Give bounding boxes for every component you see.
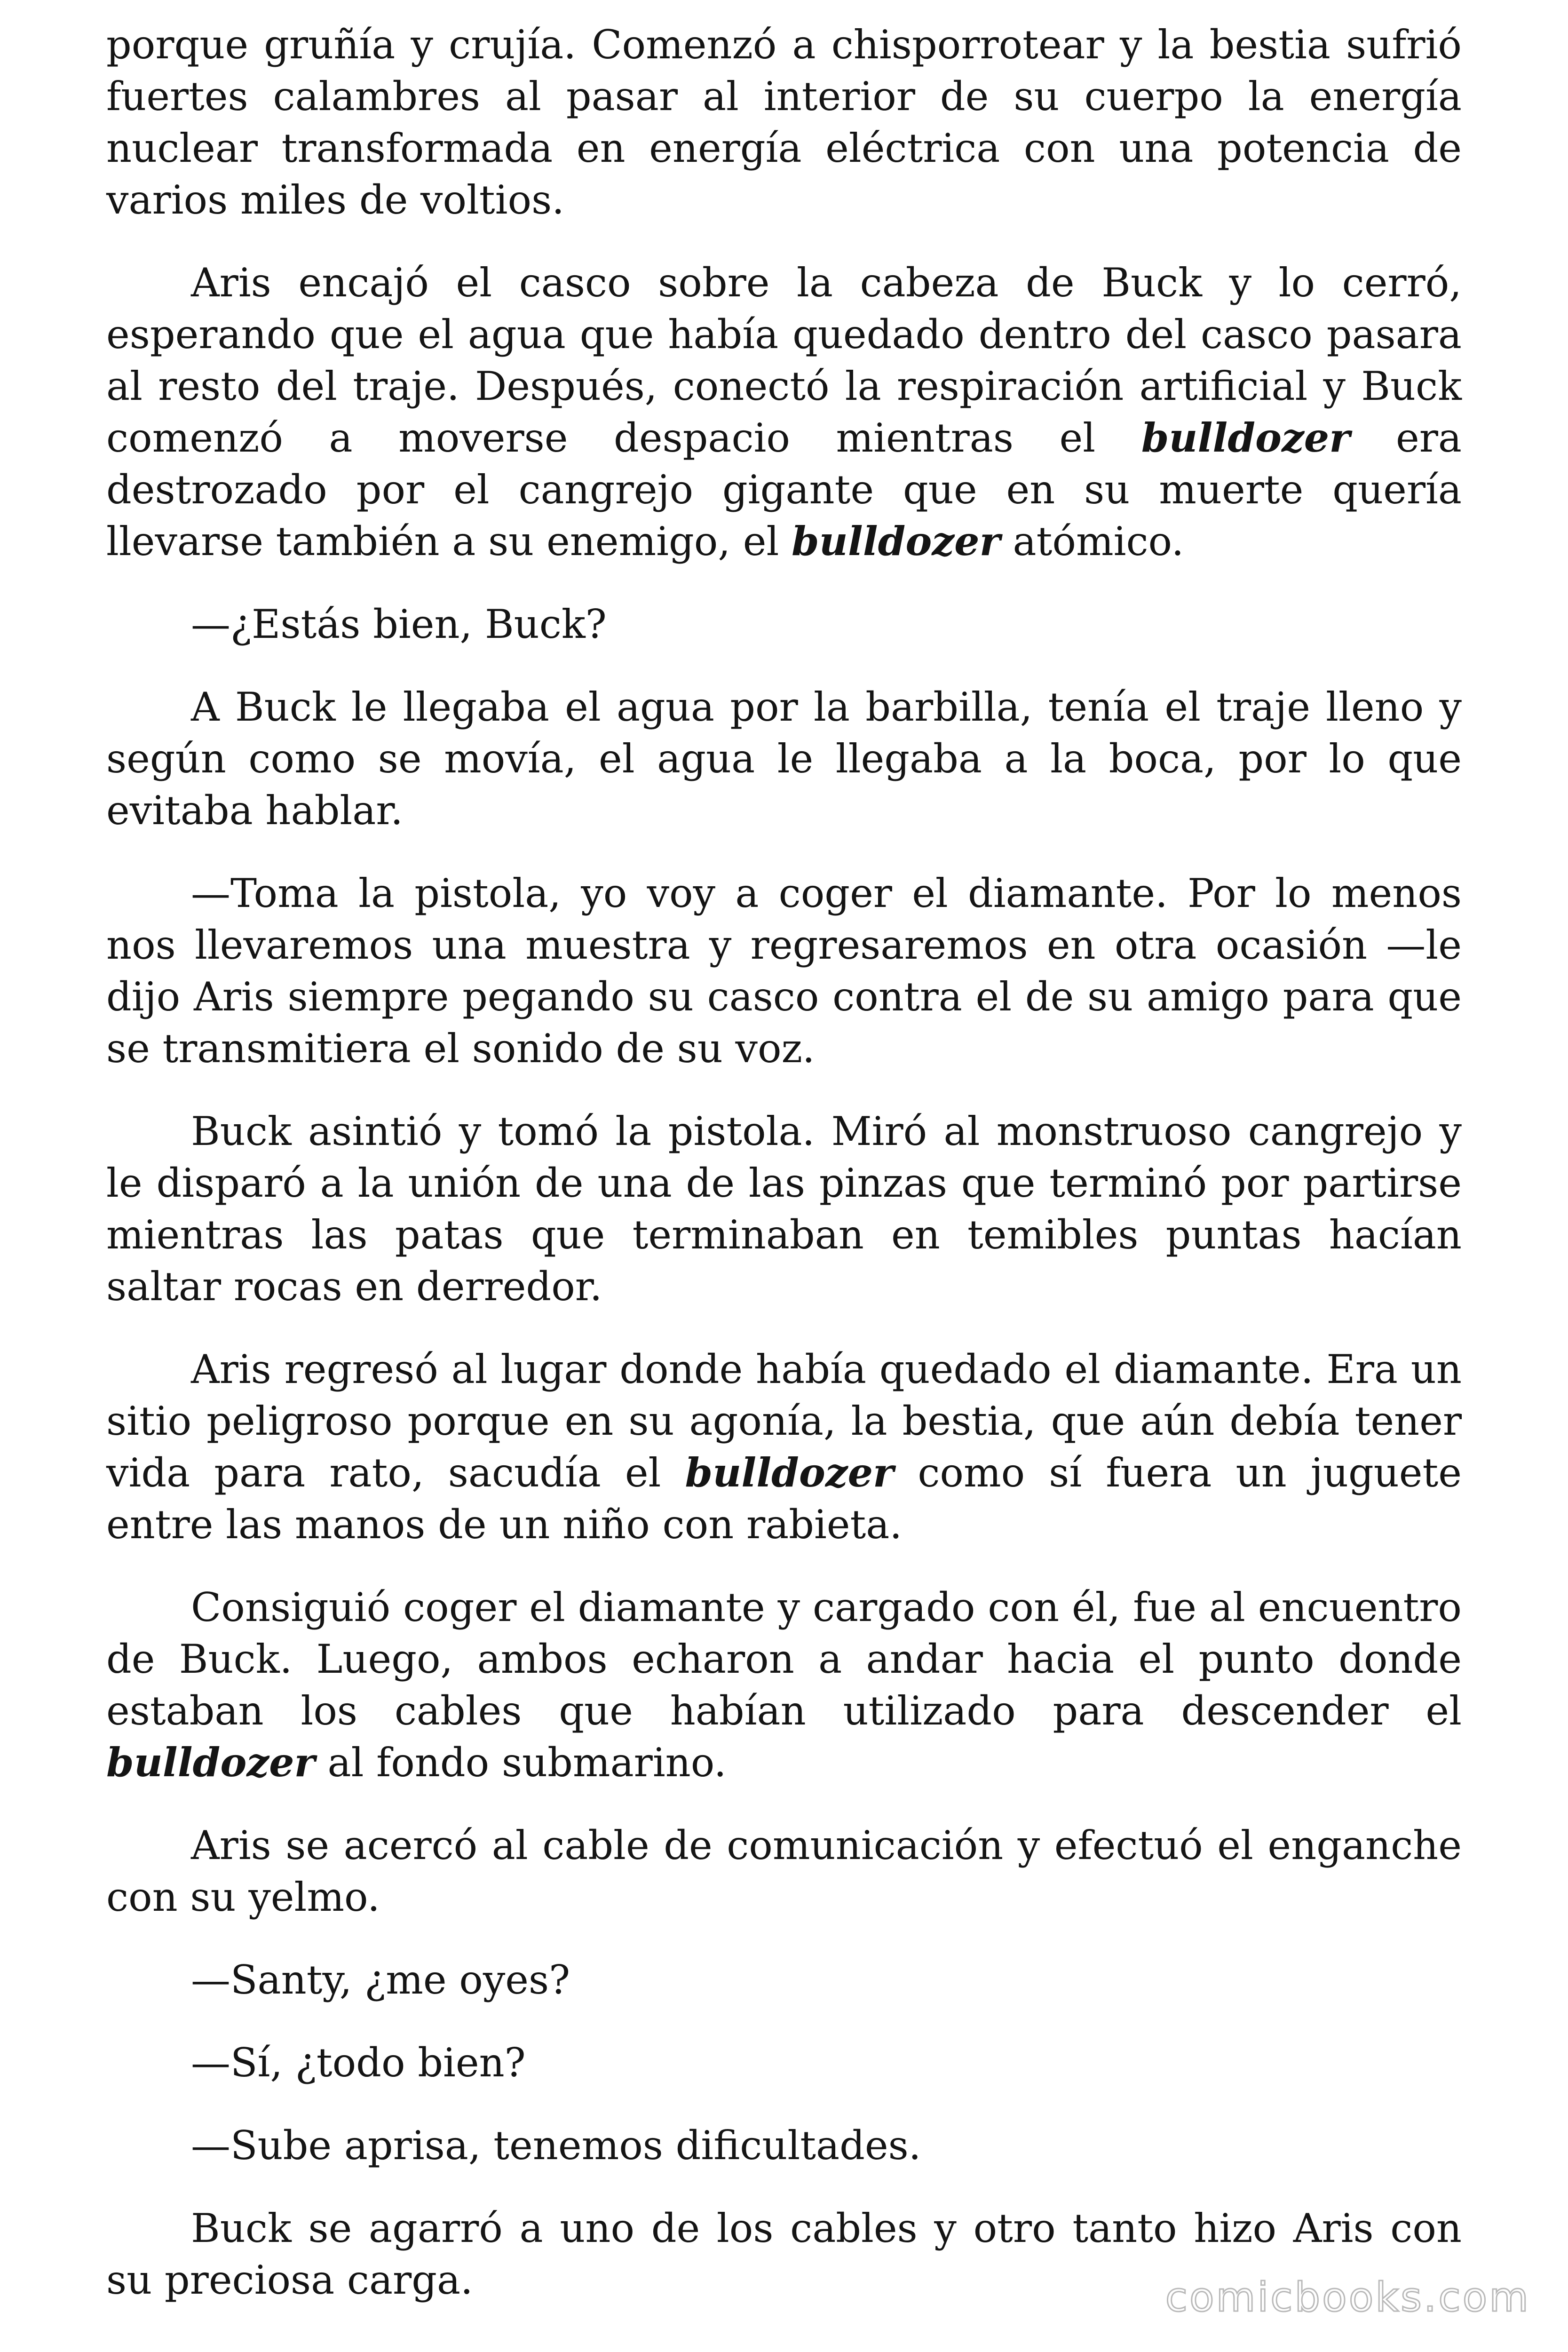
paragraph [106,257,1462,567]
document-page [106,19,1462,2337]
dialogue-line [106,1954,1462,2006]
paragraph-text: —¿Estás bien, Buck? [191,601,607,647]
paragraph [106,1343,1462,1550]
paragraph [106,1820,1462,1923]
paragraph-text: como sí fuera un juguete entre las manos de un niño con rabieta. [106,1450,1462,1548]
dialogue-line [106,2120,1462,2171]
emphasis-term: bulldozer [106,1739,315,1786]
emphasis-term: bulldozer [685,1449,894,1496]
paragraph-text: Aris regresó al lugar donde había quedado el diamante. Era un sitio peligroso porque en su agonía, la bestia, que aún debía tener vida para rato, sacudía el [106,1346,1462,1496]
dialogue-line [106,867,1462,1074]
paragraph-text: Buck asintió y tomó la pistola. Miró al monstruoso cangrejo y le disparó a la unión de una de las pinzas que terminó por partirse mientras las patas que terminaban en temibles puntas hacían saltar rocas en derredor. [106,1108,1462,1310]
paragraph-text: —Santy, ¿me oyes? [191,1957,570,2003]
paragraph-text: —Toma la pistola, yo voy a coger el diamante. Por lo menos nos llevaremos una muestra y regresaremos en otra ocasión —le dijo Aris siempre pegando su casco contra el de su amigo para que se transmitiera el sonido de su voz. [106,870,1462,1072]
emphasis-term: bulldozer [1141,414,1350,461]
paragraph-text: era destrozado por el cangrejo gigante que en su muerte quería llevarse también a su enemigo, el [106,415,1462,564]
paragraph [106,19,1462,226]
paragraph-text: Aris encajó el casco sobre la cabeza de Buck y lo cerró, esperando que el agua que había quedado dentro del casco pasara al resto del traje. Después, conectó la respiración artificial y Buck comenzó a moverse despacio mientras el [106,260,1462,461]
paragraph-text: atómico. [1000,518,1184,564]
dialogue-line [106,598,1462,650]
paragraph-text: Buck se agarró a uno de los cables y otro tanto hizo Aris con su preciosa carga. [106,2205,1462,2303]
paragraph-text: porque gruñía y crujía. Comenzó a chisporrotear y la bestia sufrió fuertes calambres al pasar al interior de su cuerpo la energía nuclear transformada en energía eléctrica con una potencia de varios miles de voltios. [106,22,1462,223]
paragraph [106,1105,1462,1312]
emphasis-term: bulldozer [792,518,1000,564]
paragraph-text: al fondo submarino. [315,1740,727,1786]
paragraph-text: A Buck le llegaba el agua por la barbilla, tenía el traje lleno y según como se movía, el agua le llegaba a la boca, por lo que evitaba hablar. [106,684,1462,834]
paragraph-text: —Sube aprisa, tenemos dificultades. [191,2122,921,2169]
paragraph [106,1581,1462,1788]
paragraph [106,681,1462,836]
paragraph-text: Consiguió coger el diamante y cargado con él, fue al encuentro de Buck. Luego, ambos echaron a andar hacia el punto donde estaban los cables que habían utilizado para descender el [106,1584,1462,1734]
dialogue-line [106,2037,1462,2089]
paragraph-text: Aris se acercó al cable de comunicación y efectuó el enganche con su yelmo. [106,1822,1462,1920]
watermark: comicbooks.com [1165,2274,1530,2321]
paragraph-text: —Sí, ¿todo bien? [191,2040,526,2086]
